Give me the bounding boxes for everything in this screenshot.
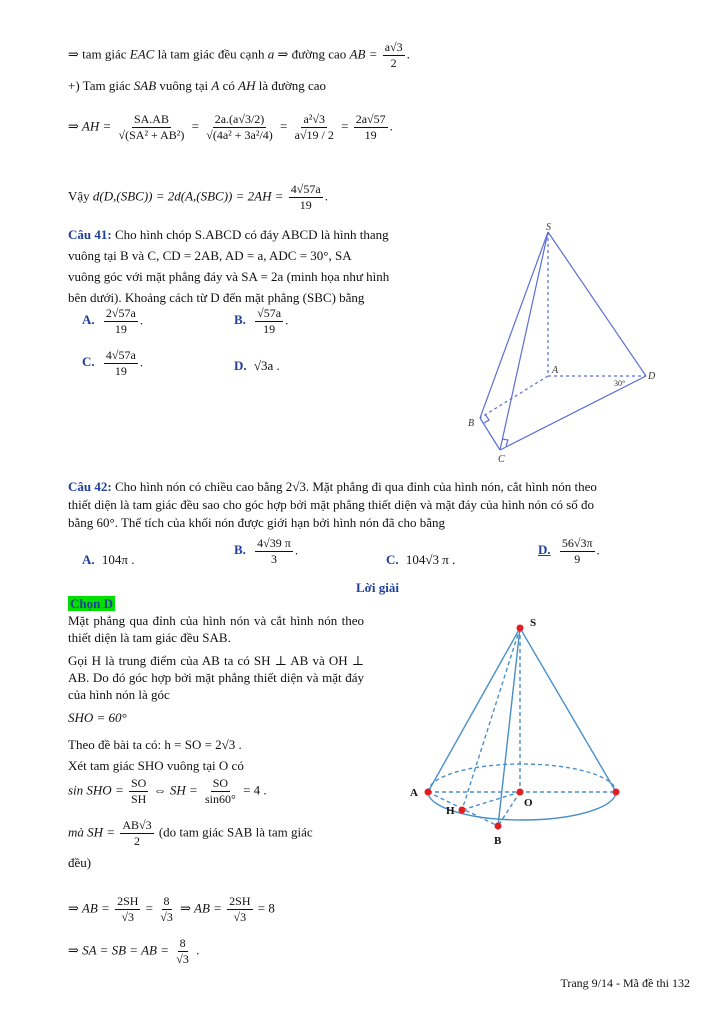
page-footer: Trang 9/14 - Mã đề thi 132 bbox=[560, 976, 690, 990]
q42-option-d[interactable]: D. $\frac{56√3\pi}{9}$ . bbox=[538, 536, 600, 566]
cone-figure bbox=[400, 610, 630, 850]
solution-p2: Gọi H là trung điểm của AB ta có SH ⊥ AB và OH ⊥ AB. Do đó góc hợp bởi mặt phẳng thiết diện và mặt đáy của hình nón là góc bbox=[68, 653, 364, 702]
cone-label-o: O bbox=[524, 797, 533, 809]
line-triangle-sab: +) Tam giác SAB vuông tại A có AH là đường cao bbox=[68, 78, 327, 93]
q41-option-c[interactable]: C. $\frac{4√57a}{19}$ . bbox=[82, 348, 144, 378]
q41-option-b[interactable]: B. $\frac{√57a}{19}$ . bbox=[234, 306, 289, 336]
solution-p2b: SHO = 60° bbox=[68, 710, 127, 725]
pyr-label-b: B bbox=[468, 418, 475, 429]
solution-ab-line: ⇒ AB = $\frac{2SH}{√3}$ = $\frac{8}{√3}$ ⇒ AB = $\frac{2SH}{√3}$ = 8 bbox=[68, 894, 275, 924]
pyr-label-d: D bbox=[648, 371, 656, 382]
pyr-label-angle: 30° bbox=[614, 379, 626, 388]
line-ah-formula: ⇒ AH = $\frac{SA.AB}{\text{√(SA² + AB²)}}$ = $\frac{2a.(a√3/2)}{\text{√(4a² + 3a²/4)}}$ = $\frac{\text{a²√3}}{a√19 / 2}$ = $\frac{2a√57}{19}$ . bbox=[68, 112, 393, 142]
solution-sa-line: ⇒ SA = SB = AB = $\frac{8}{√3}$ . bbox=[68, 936, 200, 966]
q42-option-b[interactable]: B. $\frac{4√39 \pi}{3}$ . bbox=[234, 536, 299, 566]
cone-label-a: A bbox=[410, 787, 418, 799]
question-41: Câu 41: Cho hình chóp S.ABCD có đáy ABCD là hình thang vuông tại B và C, CD = 2AB, AD = a, ADC = 30°, SA vuông góc với mặt phẳng đáy và SA = 2a (minh họa như hình bên dưới). Khoảng cách từ D đến mặt phẳng (SBC) bằng bbox=[68, 227, 390, 305]
cone-label-s: S bbox=[530, 617, 537, 629]
q41-option-a[interactable]: A. $\frac{2√57a}{19}$ . bbox=[82, 306, 144, 336]
solution-p6c: đều) bbox=[68, 855, 92, 870]
q41-option-d[interactable]: D. √3a . bbox=[234, 358, 280, 373]
q42-option-c[interactable]: C. 104√3 π . bbox=[386, 552, 456, 567]
line-equilateral: ⇒ tam giác EAC là tam giác đều cạnh a ⇒ đường cao AB = $\frac{a√3}{2}$ . bbox=[68, 40, 410, 70]
pyr-label-s: S bbox=[546, 222, 551, 233]
line-distance-result: Vậy d(D,(SBC)) = 2d(A,(SBC)) = 2AH = $\frac{4√57a}{19}$ . bbox=[68, 182, 328, 212]
pyr-label-c: C bbox=[498, 454, 505, 465]
solution-title: Lời giải bbox=[356, 580, 399, 595]
solution-sh-line: mà SH = $\frac{AB√3}{2}$ (do tam giác SAB là tam giác bbox=[68, 818, 313, 848]
solution-p3: Theo đề bài ta có: h = SO = 2√3 . bbox=[68, 737, 242, 752]
q42-option-a[interactable]: A. 104π . bbox=[82, 552, 135, 567]
choose-answer: Chọn D bbox=[70, 596, 113, 611]
cone-label-b: B bbox=[494, 835, 502, 847]
solution-sin-line: sin SHO = $\frac{SO}{SH}$ ⇔ SH = $\frac{SO}{\sin 60^\circ}$ = 4 . bbox=[68, 776, 267, 806]
solution-p1: Mặt phẳng qua đỉnh của hình nón và cắt hình nón theo thiết diện là tam giác đều SAB. bbox=[68, 613, 364, 645]
question-42: Câu 42: Cho hình nón có chiều cao bằng 2√3. Mặt phẳng đi qua đỉnh của hình nón, cắt hình nón theo thiết diện là tam giác đều sao cho góc hợp bởi mặt phẳng thiết diện và mặt đáy của hình nón có số đo bằng 60°. Thể tích của khối nón được giới hạn bởi hình nón đã cho bằng bbox=[68, 479, 597, 530]
pyr-label-a: A bbox=[552, 365, 559, 376]
solution-p4: Xét tam giác SHO vuông tại O có bbox=[68, 758, 244, 773]
pyramid-figure bbox=[460, 218, 670, 468]
cone-label-h: H bbox=[446, 805, 455, 817]
